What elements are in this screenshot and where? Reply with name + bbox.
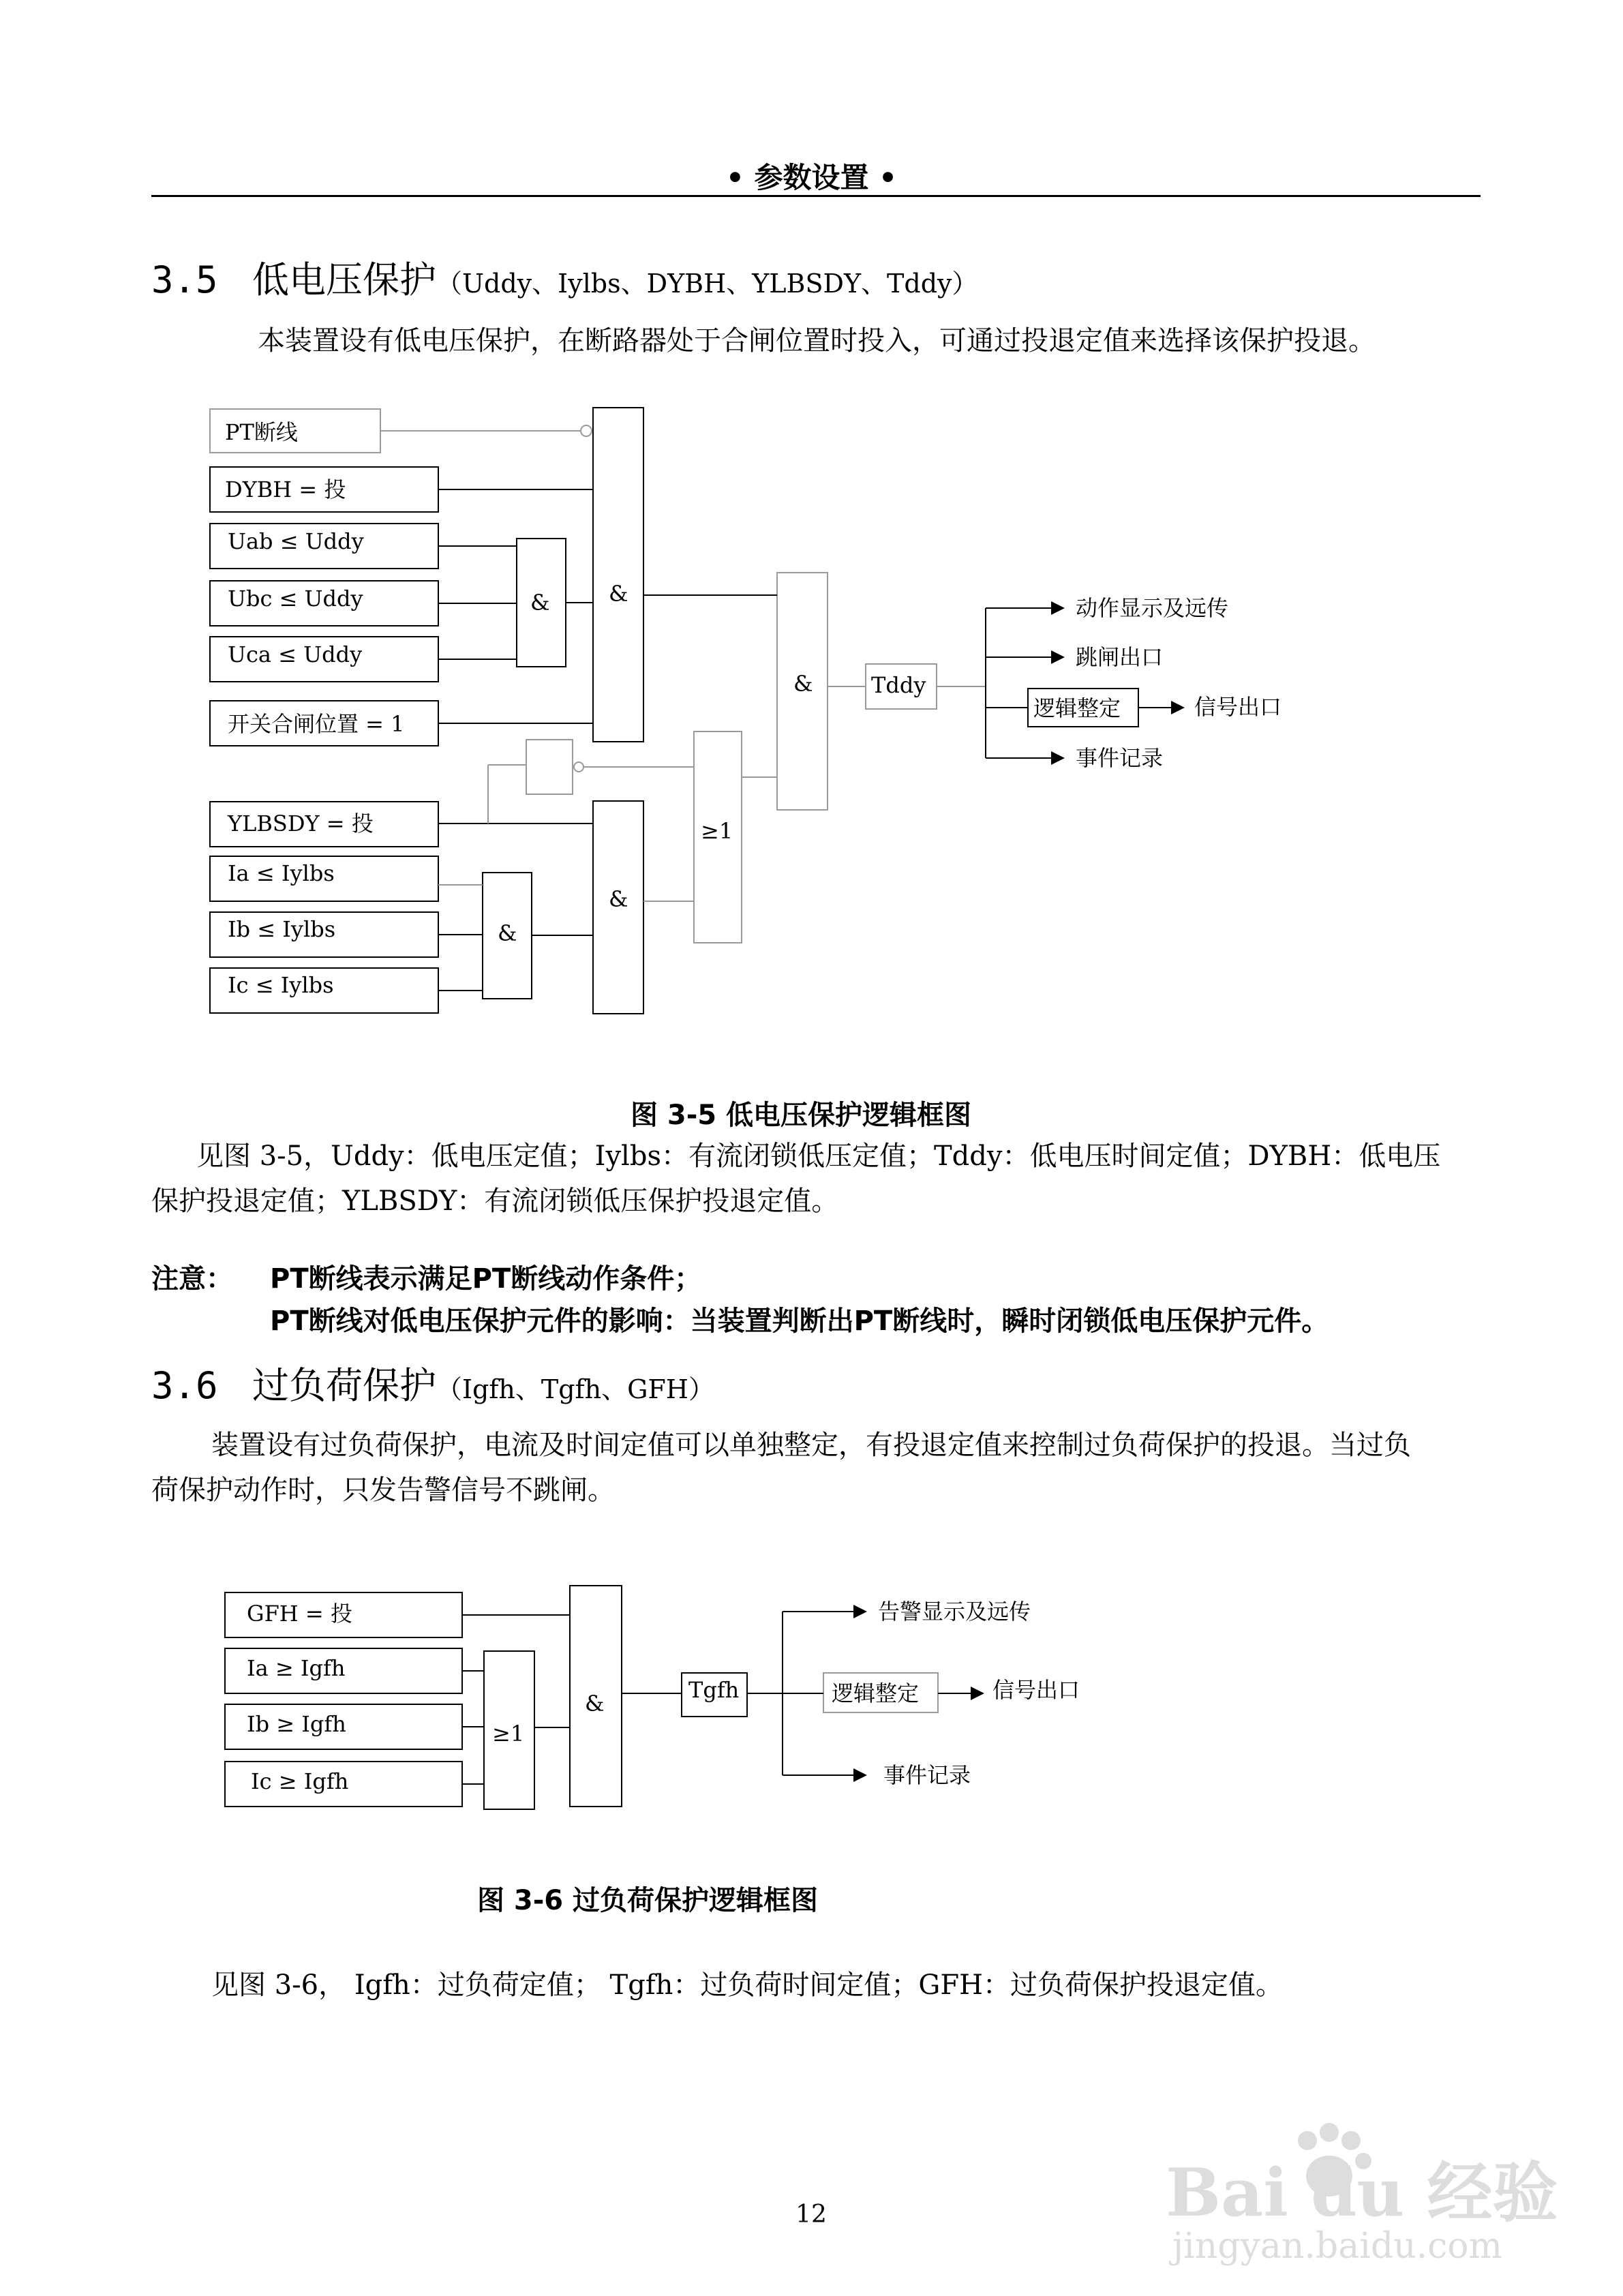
label-switch: 开关合闸位置 = 1 xyxy=(228,711,405,737)
section-params: （Igfh、Tgfh、GFH） xyxy=(436,1374,714,1404)
gate-label-and-final: & xyxy=(793,671,813,697)
output-logic: 逻辑整定 xyxy=(1033,695,1121,721)
section-3-6-intro-line1: 装置设有过负荷保护，电流及时间定值可以单独整定，有投退定值来控制过负荷保护的投退。当过负 xyxy=(211,1430,1411,1461)
baidu-watermark xyxy=(1159,2113,1595,2270)
and-gate-main xyxy=(593,408,643,742)
section-3-5-desc-line1: 见图 3-5，Uddy：低电压定值；Iylbs：有流闭锁低压定值；Tddy：低电压时间定值；DYBH：低电压 xyxy=(196,1141,1441,1172)
timer-tgfh: Tgfh xyxy=(688,1677,740,1703)
note-line-1: PT断线表示满足PT断线动作条件； xyxy=(270,1263,702,1295)
header-divider xyxy=(151,195,1481,197)
output-event-2: 事件记录 xyxy=(883,1762,971,1788)
label-pt: PT断线 xyxy=(225,419,298,445)
watermark-brand: Bai du 经验 xyxy=(1166,2154,1558,2231)
not-bubble xyxy=(574,762,583,772)
section-3-6-intro-line2: 荷保护动作时，只发告警信号不跳闸。 xyxy=(151,1475,615,1506)
label-ia-gfh: Ia ≥ Igfh xyxy=(247,1655,346,1681)
label-uca: Uca ≤ Uddy xyxy=(228,641,363,667)
section-3-5-intro: 本装置设有低电压保护，在断路器处于合闸位置时投入，可通过投退定值来选择该保护投退。 xyxy=(258,325,1376,357)
output-logic-2: 逻辑整定 xyxy=(832,1680,920,1706)
output-display: 动作显示及远传 xyxy=(1076,595,1229,621)
section-3-5-desc-line2: 保护投退定值；YLBSDY：有流闭锁低压保护投退定值。 xyxy=(151,1185,839,1217)
gate-label-and-lock: & xyxy=(609,886,628,912)
gate-label-or-overload: ≥1 xyxy=(492,1721,525,1747)
label-uab: Uab ≤ Uddy xyxy=(228,528,364,554)
output-trip: 跳闸出口 xyxy=(1076,644,1164,670)
label-ib-gfh: Ib ≥ Igfh xyxy=(247,1711,346,1737)
note-label: 注意： xyxy=(151,1263,233,1295)
label-ia: Ia ≤ Iylbs xyxy=(228,860,335,886)
label-dybh: DYBH = 投 xyxy=(225,477,346,502)
watermark-url: jingyan.baidu.com xyxy=(1172,2226,1502,2267)
not-gate xyxy=(526,740,573,794)
section-3-6-desc: 见图 3-6， Igfh：过负荷定值； Tgfh：过负荷时间定值；GFH：过负荷保护投退定值。 xyxy=(211,1969,1283,2001)
note-line-2: PT断线对低电压保护元件的影响：当装置判断出PT断线时，瞬时闭锁低电压保护元件。 xyxy=(270,1305,1329,1337)
section-number: 3.5 xyxy=(151,258,218,301)
label-ubc: Ubc ≤ Uddy xyxy=(228,586,363,611)
gate-label-and-current: & xyxy=(498,920,517,946)
low-voltage-logic-diagram xyxy=(0,382,1623,1036)
output-alarm: 告警显示及远传 xyxy=(878,1599,1031,1625)
gate-label-and-overload: & xyxy=(585,1691,605,1717)
section-3-5-heading xyxy=(151,251,978,303)
gate-label-and-main: & xyxy=(609,581,628,607)
label-ic: Ic ≤ Iylbs xyxy=(228,972,334,998)
timer-tddy: Tddy xyxy=(871,672,926,698)
label-ic-gfh: Ic ≥ Igfh xyxy=(251,1768,349,1794)
gate-label-or: ≥1 xyxy=(701,818,733,844)
label-ylbsdy: YLBSDY = 投 xyxy=(228,811,374,836)
figure-3-6-caption: 图 3-6 过负荷保护逻辑框图 xyxy=(476,1885,819,1916)
section-title: 过负荷保护 xyxy=(252,1364,436,1407)
section-title: 低电压保护 xyxy=(252,258,436,301)
section-number: 3.6 xyxy=(151,1364,218,1407)
output-signal: 信号出口 xyxy=(1194,694,1282,720)
output-event: 事件记录 xyxy=(1076,745,1164,771)
page-number: 12 xyxy=(795,2201,827,2229)
section-params: （Uddy、Iylbs、DYBH、YLBSDY、Tddy） xyxy=(436,269,978,299)
output-signal-2: 信号出口 xyxy=(992,1677,1080,1703)
gate-label-and-voltage: & xyxy=(530,590,550,616)
section-3-6-heading xyxy=(151,1357,714,1409)
label-ib: Ib ≤ Iylbs xyxy=(228,916,336,942)
label-gfh: GFH = 投 xyxy=(247,1601,352,1627)
page-header: • 参数设置 • xyxy=(726,161,897,194)
figure-3-5-caption: 图 3-5 低电压保护逻辑框图 xyxy=(630,1100,972,1131)
overload-logic-diagram xyxy=(0,1568,1623,1834)
